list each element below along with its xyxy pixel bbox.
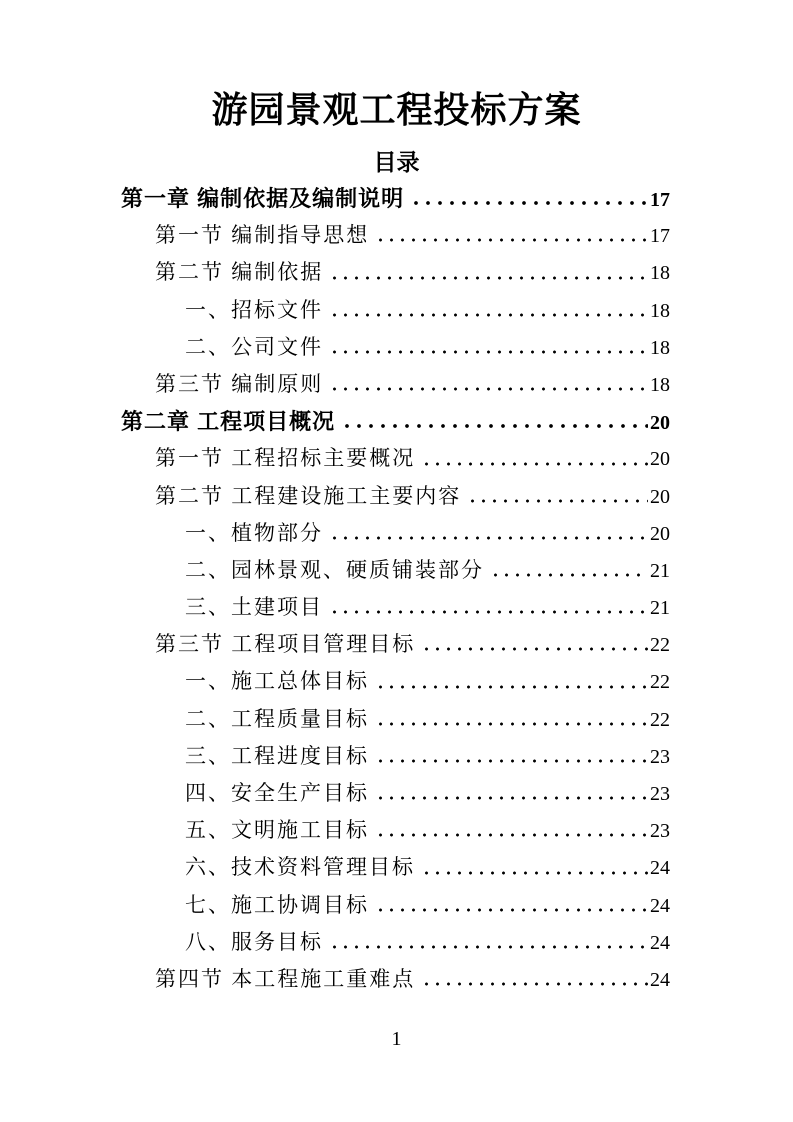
toc-entry-page: 24 [650, 968, 670, 991]
toc-entry-label: 一、植物部分 [185, 520, 323, 545]
toc-entry-page: 17 [650, 189, 670, 211]
dot-leader [329, 254, 648, 291]
toc-entry[interactable] [121, 403, 670, 440]
toc-entry-page: 23 [650, 820, 670, 843]
toc-entry[interactable] [121, 887, 670, 924]
toc-entry-label: 三、土建项目 [185, 595, 323, 620]
toc-entry-page: 24 [650, 894, 670, 917]
toc-entry-label: 二、工程质量目标 [185, 706, 369, 731]
toc-entry[interactable] [121, 366, 670, 403]
dot-leader [329, 329, 648, 366]
toc-entry[interactable] [121, 515, 670, 552]
toc-entry[interactable] [121, 812, 670, 849]
toc-entry-label: 三、工程进度目标 [185, 743, 369, 768]
toc-entry[interactable] [121, 329, 670, 366]
toc-entry-page: 24 [650, 857, 670, 880]
toc-entry-page: 23 [650, 745, 670, 768]
toc-entry-page: 23 [650, 783, 670, 805]
dot-leader [375, 701, 648, 738]
toc-entry-label: 二、公司文件 [185, 334, 323, 359]
toc-entry-label: 第一节 工程招标主要概况 [155, 446, 416, 471]
dot-leader [329, 924, 648, 961]
dot-leader [375, 738, 648, 775]
toc-entry[interactable] [121, 738, 670, 775]
toc-entry-page: 22 [650, 671, 670, 694]
toc-entry-label: 七、施工协调目标 [185, 892, 369, 917]
toc-entry-label: 八、服务目标 [185, 929, 323, 954]
toc-entry-page: 18 [650, 262, 670, 285]
dot-leader [329, 589, 648, 626]
toc-entry[interactable] [121, 292, 670, 329]
dot-leader [341, 403, 648, 440]
toc-entry[interactable] [121, 552, 670, 589]
toc-entry[interactable] [121, 440, 670, 477]
toc-entry-label: 六、技术资料管理目标 [185, 855, 415, 880]
toc-entry[interactable] [121, 849, 670, 886]
dot-leader [421, 961, 648, 998]
toc-entry-label: 一、施工总体目标 [185, 669, 369, 694]
toc-entry-page: 20 [650, 412, 670, 435]
toc-entry-page: 18 [650, 299, 670, 322]
toc-entry-page: 22 [650, 708, 670, 731]
toc-entry[interactable] [121, 254, 670, 291]
toc-entry-label: 一、招标文件 [185, 297, 323, 322]
toc-entry[interactable] [121, 478, 670, 515]
toc-entry-label: 第二节 编制依据 [155, 260, 324, 285]
toc-entry[interactable] [121, 924, 670, 961]
toc-entry-label: 第三节 工程项目管理目标 [155, 632, 416, 657]
dot-leader [421, 626, 648, 663]
toc-entry-label: 第四节 本工程施工重难点 [155, 966, 416, 991]
toc-entry[interactable] [121, 589, 670, 626]
dot-leader [421, 849, 648, 886]
dot-leader [329, 515, 648, 552]
toc-entry[interactable] [121, 663, 670, 700]
toc-entry-label: 第一章 编制依据及编制说明 [121, 186, 405, 211]
toc-entry[interactable] [121, 626, 670, 663]
toc-entry[interactable] [121, 961, 670, 998]
dot-leader [490, 552, 648, 589]
toc-entry-page: 20 [650, 485, 670, 508]
toc-entry-page: 21 [650, 559, 670, 582]
toc-entry-label: 第二章 工程项目概况 [121, 409, 336, 435]
document-title: 游园景观工程投标方案 [211, 89, 582, 130]
toc-entry-page: 21 [650, 597, 670, 620]
dot-leader [410, 180, 648, 217]
toc-entry[interactable] [121, 217, 670, 254]
toc-entry-label: 第一节 编制指导思想 [155, 223, 370, 248]
toc-entry-label: 四、安全生产目标 [185, 781, 369, 805]
toc-entry[interactable] [121, 701, 670, 738]
dot-leader [375, 887, 648, 924]
toc-entry-page: 18 [650, 336, 670, 359]
dot-leader [375, 217, 648, 254]
toc-entry[interactable] [121, 775, 670, 812]
dot-leader [375, 663, 648, 700]
dot-leader [375, 775, 648, 812]
toc-entry-label: 二、园林景观、硬质铺装部分 [185, 557, 484, 582]
dot-leader [329, 366, 648, 403]
dot-leader [375, 812, 648, 849]
toc-entry-page: 18 [650, 373, 670, 396]
dot-leader [421, 440, 648, 477]
toc-entry-page: 24 [650, 931, 670, 954]
dot-leader [467, 478, 648, 515]
toc-list [121, 180, 670, 998]
toc-entry-page: 22 [650, 634, 670, 657]
toc-entry-page: 20 [650, 448, 670, 471]
toc-entry-label: 第三节 编制原则 [155, 371, 324, 396]
toc-entry-label: 五、文明施工目标 [185, 818, 369, 843]
toc-entry-page: 20 [650, 522, 670, 545]
dot-leader [329, 292, 648, 329]
toc-entry-page: 17 [650, 225, 670, 248]
toc-heading: 目录 [373, 149, 420, 175]
toc-entry-label: 第二节 工程建设施工主要内容 [155, 483, 462, 508]
page-number: 1 [391, 1028, 402, 1050]
toc-entry[interactable] [121, 180, 670, 217]
